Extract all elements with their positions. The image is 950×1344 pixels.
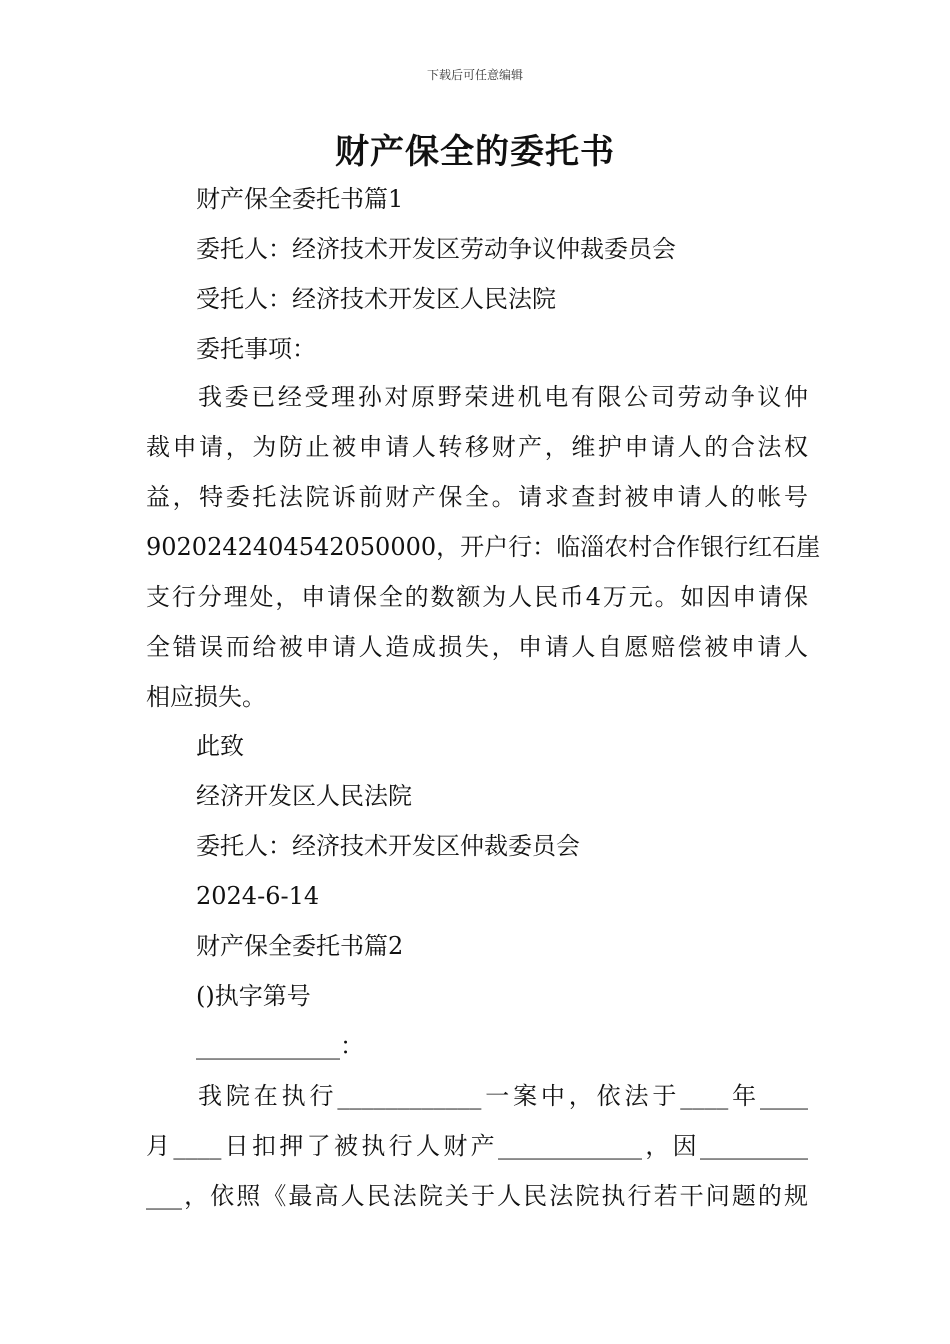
body-line: 支行分理处，申请保全的数额为人民币4万元。如因申请保	[146, 583, 808, 611]
signer: 委托人：经济技术开发区仲裁委员会	[196, 832, 580, 860]
body-line: 月____日扣押了被执行人财产____________，因_________	[146, 1132, 808, 1160]
agent-line: 受托人：经济技术开发区人民法院	[196, 285, 556, 313]
body-line: 我院在执行____________一案中，依法于____年____	[198, 1082, 808, 1110]
body-line: 全错误而给被申请人造成损失，申请人自愿赔偿被申请人	[146, 633, 808, 661]
salutation: 此致	[196, 732, 244, 760]
header-note: 下载后可任意编辑	[426, 68, 523, 82]
body-line: 相应损失。	[146, 683, 266, 711]
addressee: ____________：	[196, 1032, 364, 1060]
section1-body	[146, 372, 821, 722]
case-number: ()执字第号	[196, 982, 311, 1010]
body-line: ___，依照《最高人民法院关于人民法院执行若干问题的规	[146, 1182, 808, 1210]
body-line: 益，特委托法院诉前财产保全。请求查封被申请人的帐号	[146, 483, 808, 511]
section1-heading: 财产保全委托书篇1	[196, 185, 404, 213]
recipient: 经济开发区人民法院	[196, 782, 412, 810]
matters-label: 委托事项：	[196, 335, 316, 363]
body-line: 9020242404542050000，开户行：临淄农村合作银行红石崖	[146, 533, 821, 561]
body-line: 裁申请，为防止被申请人转移财产，维护申请人的合法权	[146, 433, 808, 461]
document-title: 财产保全的委托书	[335, 132, 615, 172]
section2-heading: 财产保全委托书篇2	[196, 932, 404, 960]
principal-line: 委托人：经济技术开发区劳动争议仲裁委员会	[196, 235, 676, 263]
body-line: 我委已经受理孙对原野荣进机电有限公司劳动争议仲	[198, 383, 808, 411]
date: 2024-6-14	[196, 882, 320, 910]
section2-body	[146, 1071, 808, 1221]
